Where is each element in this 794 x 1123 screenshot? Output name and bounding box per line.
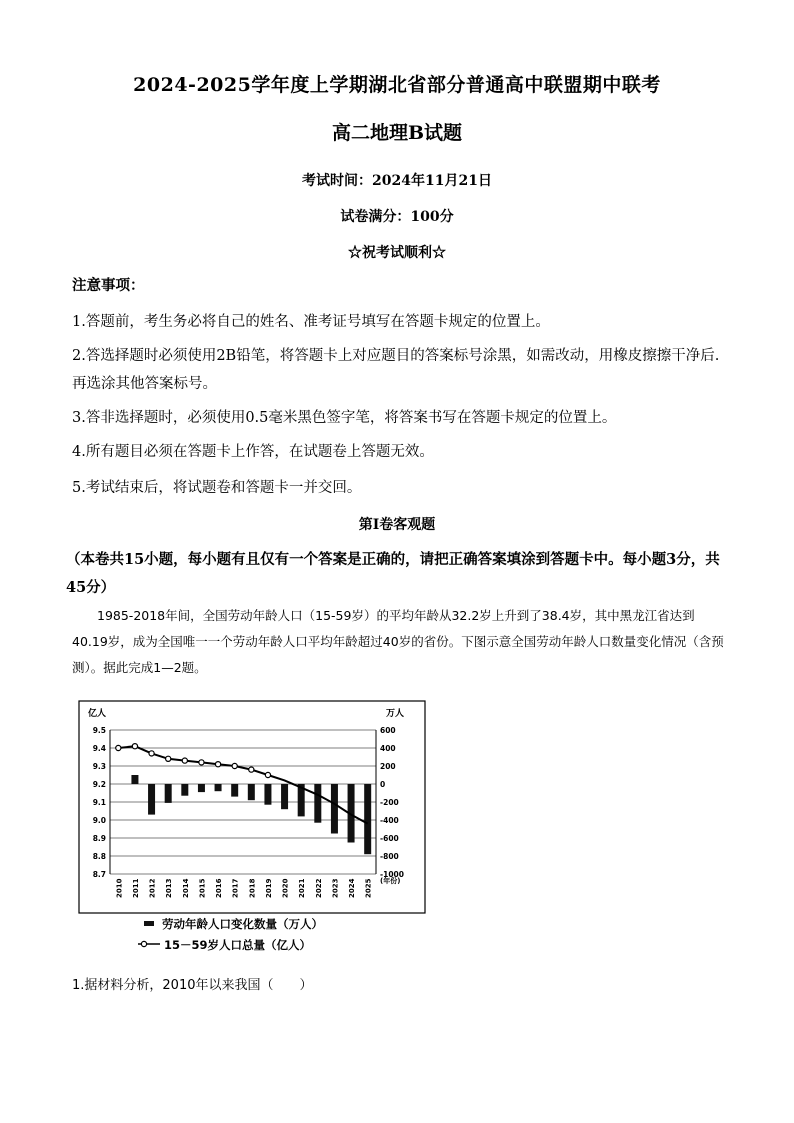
x-tick-label: 2021: [298, 878, 307, 898]
x-tick-label: 2018: [248, 878, 257, 898]
legend-bar-label: 劳动年龄人口变化数量（万人）: [162, 917, 323, 931]
right-tick-label: -200: [380, 798, 399, 807]
bar-2018: [248, 784, 255, 800]
note-item: 3.答非选择题时，必须使用0.5毫米黑色签字笔，将答案书写在答题卡规定的位置上。: [72, 410, 617, 426]
right-tick-label: 400: [380, 744, 396, 753]
line-point-2010: [116, 745, 121, 750]
bar-2025: [364, 784, 371, 854]
right-tick-label: -800: [380, 852, 399, 861]
legend-line-marker: [141, 941, 146, 946]
material-text: 1985-2018年间，全国劳动年龄人口（15-59岁）的平均年龄从32.2岁上升到了38.4岁，其中黑龙江省达到40.19岁，成为全国唯一一个劳动年龄人口平均年龄超过40岁的省份。下图示意全国劳动年龄人口数量变化情况（含预测）。据此完成1—2题。: [72, 608, 724, 675]
x-tick-label: 2025: [364, 878, 373, 898]
bar-2017: [231, 784, 238, 797]
section-instruction: （本卷共15小题，每小题有且仅有一个答案是正确的，请把正确答案填涂到答题卡中。每小题3分，共45分）: [66, 551, 720, 596]
right-tick-label: -400: [380, 816, 399, 825]
note-item: 1.答题前，考生务必将自己的姓名、准考证号填写在答题卡规定的位置上。: [72, 314, 550, 330]
good-luck-wish: ☆祝考试顺利☆: [348, 245, 446, 261]
left-tick-label: 9.4: [92, 744, 106, 753]
left-axis-unit: 亿人: [88, 709, 107, 719]
right-tick-label: 600: [380, 726, 396, 735]
x-tick-label: 2016: [215, 878, 224, 898]
bar-2023: [331, 784, 338, 834]
notes-heading: 注意事项：: [72, 277, 145, 294]
left-tick-label: 9.1: [92, 798, 106, 807]
bar-2013: [165, 784, 172, 803]
x-axis-unit: (年份): [380, 877, 401, 885]
section-title: 第Ⅰ卷客观题: [358, 517, 436, 533]
left-tick-label: 8.7: [92, 870, 106, 879]
bar-2012: [148, 784, 155, 815]
note-item: 2.答选择题时必须使用2B铅笔，将答题卡上对应题目的答案标号涂黑，如需改动，用橡皮擦擦干净后.再选涂其他答案标号。: [72, 348, 720, 392]
line-point-2011: [132, 744, 137, 749]
line-point-2015: [199, 760, 204, 765]
x-tick-label: 2019: [264, 878, 273, 898]
right-tick-label: 200: [380, 762, 396, 771]
line-point-2014: [182, 758, 187, 763]
right-tick-label: -1000: [380, 870, 404, 879]
bar-2014: [181, 784, 188, 796]
bar-2022: [314, 784, 321, 823]
x-tick-label: 2013: [165, 878, 174, 898]
x-tick-label: 2012: [148, 878, 157, 898]
x-tick-label: 2017: [231, 878, 240, 898]
bar-2020: [281, 784, 288, 809]
line-point-2017: [232, 763, 237, 768]
chart-svg: [78, 700, 426, 962]
left-tick-label: 8.9: [92, 834, 106, 843]
bar-2019: [264, 784, 271, 805]
left-tick-label: 9.2: [92, 780, 106, 789]
full-score: 试卷满分：100分: [340, 209, 454, 225]
question-1: 1.据材料分析，2010年以来我国（ ）: [72, 978, 313, 993]
population-chart: [78, 700, 426, 962]
note-item: 5.考试结束后，将试题卷和答题卡一并交回。: [72, 480, 362, 496]
exam-subtitle: 高二地理B试题: [331, 122, 463, 144]
left-tick-label: 8.8: [92, 852, 106, 861]
legend-line-label: 15－59岁人口总量（亿人）: [164, 938, 312, 952]
line-point-2013: [166, 756, 171, 761]
x-tick-label: 2010: [115, 878, 124, 898]
note-item: 4.所有题目必须在答题卡上作答，在试题卷上答题无效。: [72, 444, 434, 460]
line-point-2018: [249, 767, 254, 772]
left-tick-label: 9.5: [92, 726, 106, 735]
right-tick-label: 0: [380, 780, 386, 789]
right-tick-label: -600: [380, 834, 399, 843]
x-tick-label: 2011: [131, 878, 140, 898]
line-point-2016: [215, 762, 220, 767]
left-tick-label: 9.3: [92, 762, 106, 771]
population-line: [118, 746, 367, 823]
x-tick-label: 2024: [348, 878, 357, 898]
line-point-2012: [149, 751, 154, 756]
exam-time: 考试时间：2024年11月21日: [302, 173, 492, 189]
x-tick-label: 2015: [198, 878, 207, 898]
right-axis-unit: 万人: [386, 709, 405, 719]
x-tick-label: 2014: [181, 878, 190, 898]
legend-bar-swatch: [144, 921, 154, 926]
x-tick-label: 2020: [281, 878, 290, 898]
bar-2016: [215, 784, 222, 791]
exam-title: 2024-2025学年度上学期湖北省部分普通高中联盟期中联考: [133, 74, 661, 96]
left-tick-label: 9.0: [92, 816, 106, 825]
bar-2011: [131, 775, 138, 784]
x-tick-label: 2022: [314, 878, 323, 898]
bar-2015: [198, 784, 205, 792]
line-point-2019: [265, 772, 270, 777]
x-tick-label: 2023: [331, 878, 340, 898]
